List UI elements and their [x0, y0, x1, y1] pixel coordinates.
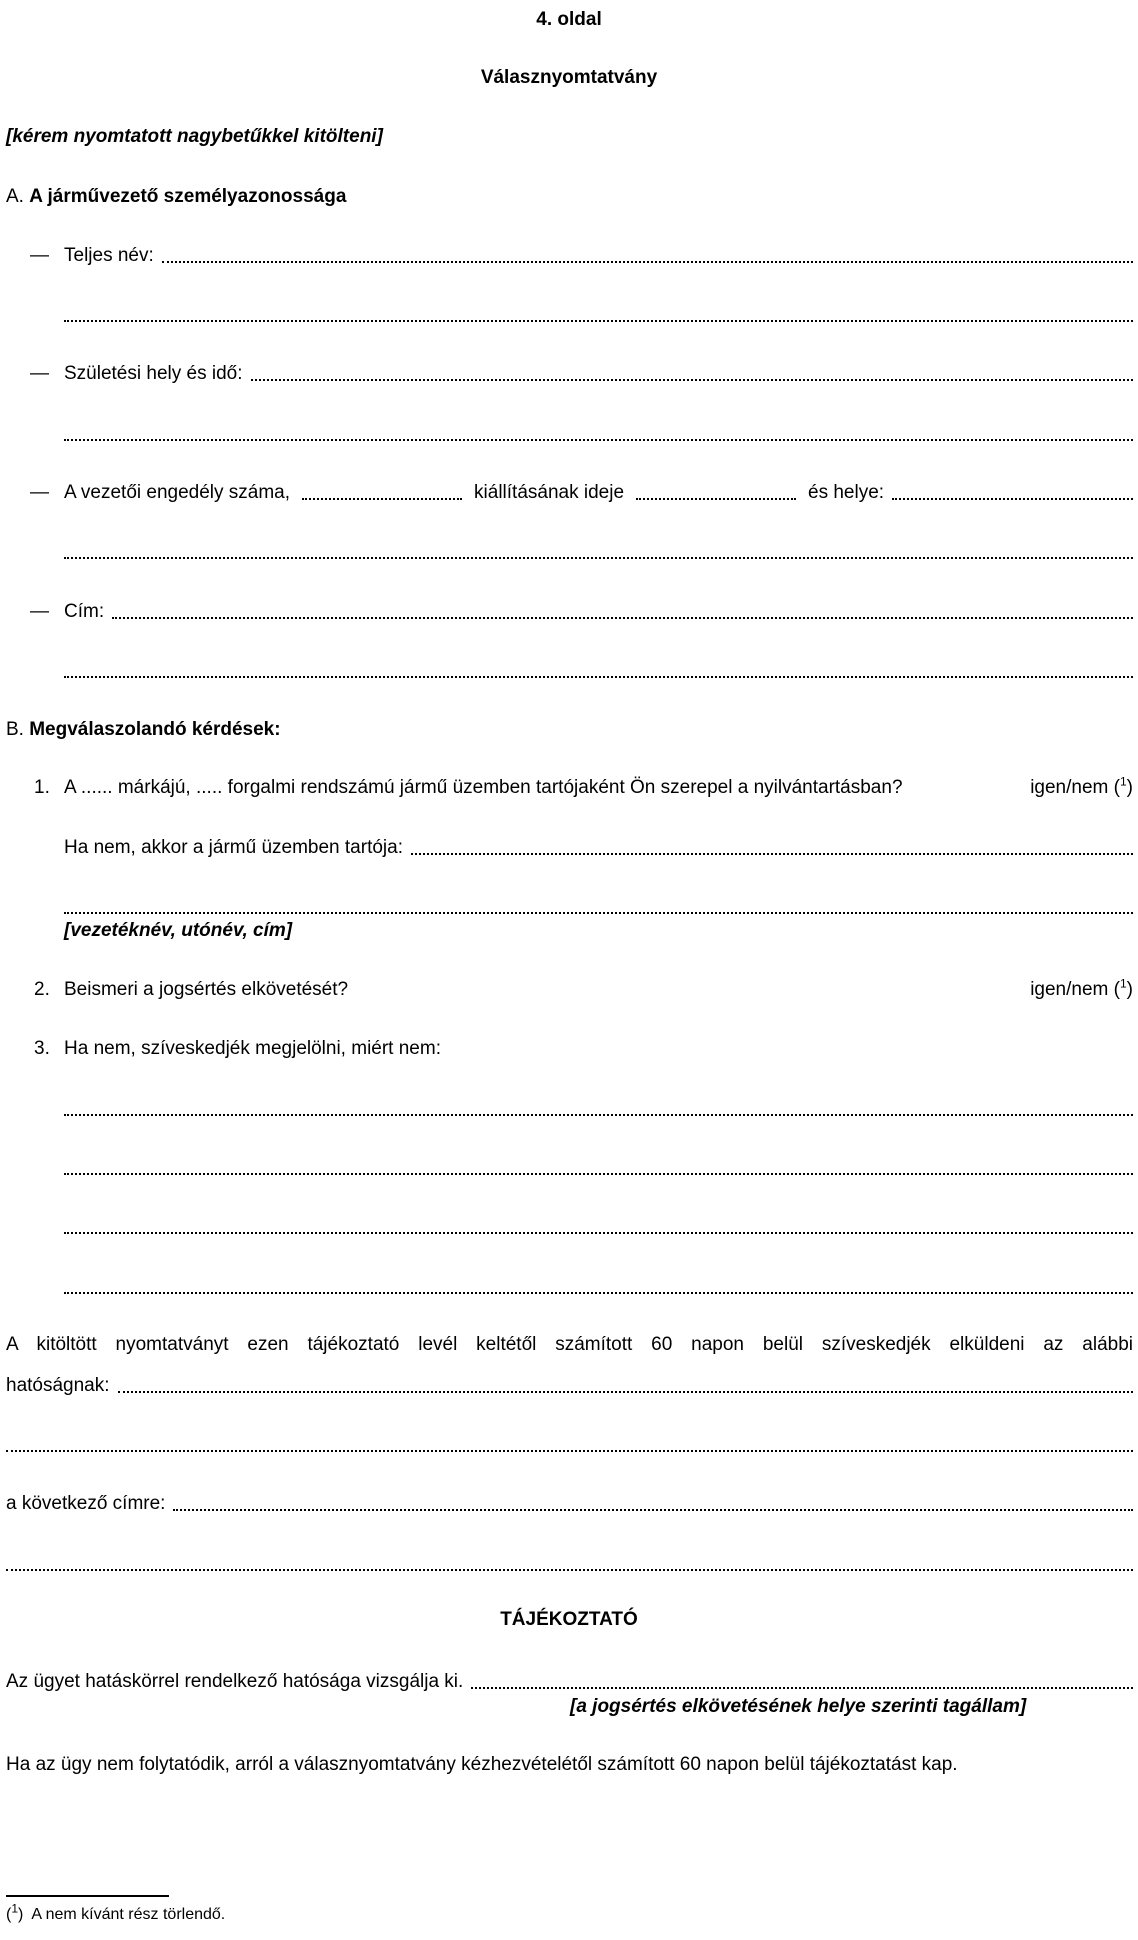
notice-text-2: Ha az ügy nem folytatódik, arról a válasznyomtatvány kézhezvételétől számított 60 napon belül tájékoztatást kap.	[6, 1754, 958, 1775]
notice-state-input[interactable]	[471, 1687, 1133, 1689]
authority-input-2[interactable]	[6, 1450, 1133, 1452]
section-b-heading	[6, 718, 1133, 742]
notice-hint-text: [a jogsértés elkövetésének helye szerinti tagállam]	[570, 1696, 1027, 1717]
form-title-text: Válasznyomtatvány	[480, 67, 658, 88]
footnote: ($^1$) A nem kívánt rész törlendő.	[6, 1901, 226, 1923]
license-place-label: és helye:	[808, 482, 885, 503]
notice-authority-field[interactable]	[6, 1670, 1133, 1694]
dash: —	[30, 482, 49, 503]
q3-input-4[interactable]	[64, 1292, 1133, 1294]
license-field[interactable]	[30, 481, 1133, 505]
q3-number: 3.	[34, 1038, 50, 1059]
birth-input[interactable]	[251, 379, 1134, 381]
q3-line-2[interactable]	[64, 1156, 1133, 1180]
footnote-ref: 1	[1119, 976, 1127, 991]
q1-followup-label: Ha nem, akkor a jármű üzemben tartója:	[64, 837, 403, 858]
dash: —	[30, 363, 49, 384]
q3-input-2[interactable]	[64, 1173, 1133, 1175]
address-input-2[interactable]	[64, 676, 1133, 678]
q1-followup-field[interactable]	[64, 836, 1133, 860]
section-a-title: A járművezető személyazonossága	[29, 186, 347, 207]
q3-line-4[interactable]	[64, 1275, 1133, 1299]
q1-text: A ...... márkájú, ..... forgalmi rendszámú jármű üzemben tartójaként Ön szerepel a nyilvántartásban?	[64, 777, 903, 798]
return-address-input[interactable]	[173, 1509, 1133, 1511]
q1-followup-line2[interactable]	[64, 895, 1133, 919]
q3-text: Ha nem, szíveskedjék megjelölni, miért nem:	[64, 1038, 441, 1059]
notice-text-1: Az ügyet hatáskörrel rendelkező hatósága vizsgálja ki.	[6, 1671, 464, 1692]
q1-answer[interactable]	[1030, 776, 1133, 800]
birth-input-2[interactable]	[64, 439, 1133, 441]
return-instruction: A kitöltött nyomtatványt ezen tájékoztató levél keltétől számított 60 napon belül szíveskedjék elküldeni az alábbi	[6, 1334, 1133, 1355]
question-2	[34, 978, 1133, 1002]
answer-close: )	[1126, 979, 1133, 1000]
authority-label: hatóságnak:	[6, 1375, 110, 1396]
q1-followup-input[interactable]	[411, 853, 1133, 855]
q3-line-1[interactable]	[64, 1097, 1133, 1121]
notice-heading-text: TÁJÉKOZTATÓ	[500, 1609, 638, 1630]
address-line2[interactable]	[64, 659, 1133, 683]
license-place-input[interactable]	[892, 498, 1133, 500]
q2-text: Beismeri a jogsértés elkövetését?	[64, 979, 349, 1000]
q1-followup-input-2[interactable]	[64, 912, 1133, 914]
authority-field[interactable]	[6, 1374, 1133, 1398]
notice-text-2-row	[6, 1753, 1133, 1777]
full-name-input[interactable]	[162, 261, 1133, 263]
section-a-heading	[6, 185, 1133, 209]
q1-number: 1.	[34, 777, 50, 798]
birth-label: Születési hely és idő:	[64, 363, 243, 384]
q3-input-1[interactable]	[64, 1114, 1133, 1116]
birth-field[interactable]	[30, 362, 1133, 386]
answer-text: igen/nem (	[1030, 979, 1120, 1000]
footnote-divider	[6, 1895, 169, 1897]
notice-heading	[0, 1608, 1138, 1632]
license-number-input[interactable]	[302, 498, 462, 500]
question-3	[34, 1037, 1133, 1061]
section-b-letter: B.	[6, 719, 24, 740]
address-label: Cím:	[64, 601, 105, 622]
full-name-label: Teljes név:	[64, 245, 154, 266]
authority-input[interactable]	[118, 1391, 1133, 1393]
dash: —	[30, 245, 49, 266]
footnote-number: 1	[11, 1901, 19, 1916]
license-date-input[interactable]	[636, 498, 796, 500]
birth-line2[interactable]	[64, 422, 1133, 446]
section-a-letter: A.	[6, 186, 24, 207]
instruction	[6, 125, 1133, 149]
full-name-field[interactable]	[30, 244, 1133, 268]
q2-number: 2.	[34, 979, 50, 1000]
question-1	[34, 776, 1133, 800]
notice-hint	[570, 1695, 1133, 1719]
license-date-label: kiállításának ideje	[474, 482, 625, 503]
answer-close: )	[1126, 777, 1133, 798]
authority-line2[interactable]	[6, 1433, 1133, 1457]
return-address-input-2[interactable]	[6, 1569, 1133, 1571]
return-address-line2[interactable]	[6, 1552, 1133, 1576]
license-number-label: A vezetői engedély száma,	[64, 482, 291, 503]
page-label	[0, 8, 1138, 32]
answer-text: igen/nem (	[1030, 777, 1120, 798]
section-b-title: Megválaszolandó kérdések:	[29, 719, 281, 740]
return-address-field[interactable]	[6, 1492, 1133, 1516]
q3-line-3[interactable]	[64, 1215, 1133, 1239]
q2-answer[interactable]	[1030, 978, 1133, 1002]
instruction-text: [kérem nyomtatott nagybetűkkel kitölteni]	[6, 126, 383, 147]
q1-hint-text: [vezetéknév, utónév, cím]	[64, 920, 293, 941]
footnote-ref: 1	[1119, 774, 1127, 789]
q3-input-3[interactable]	[64, 1232, 1133, 1234]
license-line2[interactable]	[64, 540, 1133, 564]
address-field[interactable]	[30, 600, 1133, 624]
footnote-text: A nem kívánt rész törlendő.	[31, 1906, 226, 1923]
dash: —	[30, 601, 49, 622]
return-address-label: a következő címre:	[6, 1493, 166, 1514]
full-name-input-2[interactable]	[64, 320, 1133, 322]
license-input-2[interactable]	[64, 557, 1133, 559]
q1-hint	[64, 919, 1133, 943]
page-label-text: 4. oldal	[536, 9, 602, 30]
full-name-line2[interactable]	[64, 303, 1133, 327]
form-title	[0, 66, 1138, 90]
address-input[interactable]	[112, 617, 1133, 619]
